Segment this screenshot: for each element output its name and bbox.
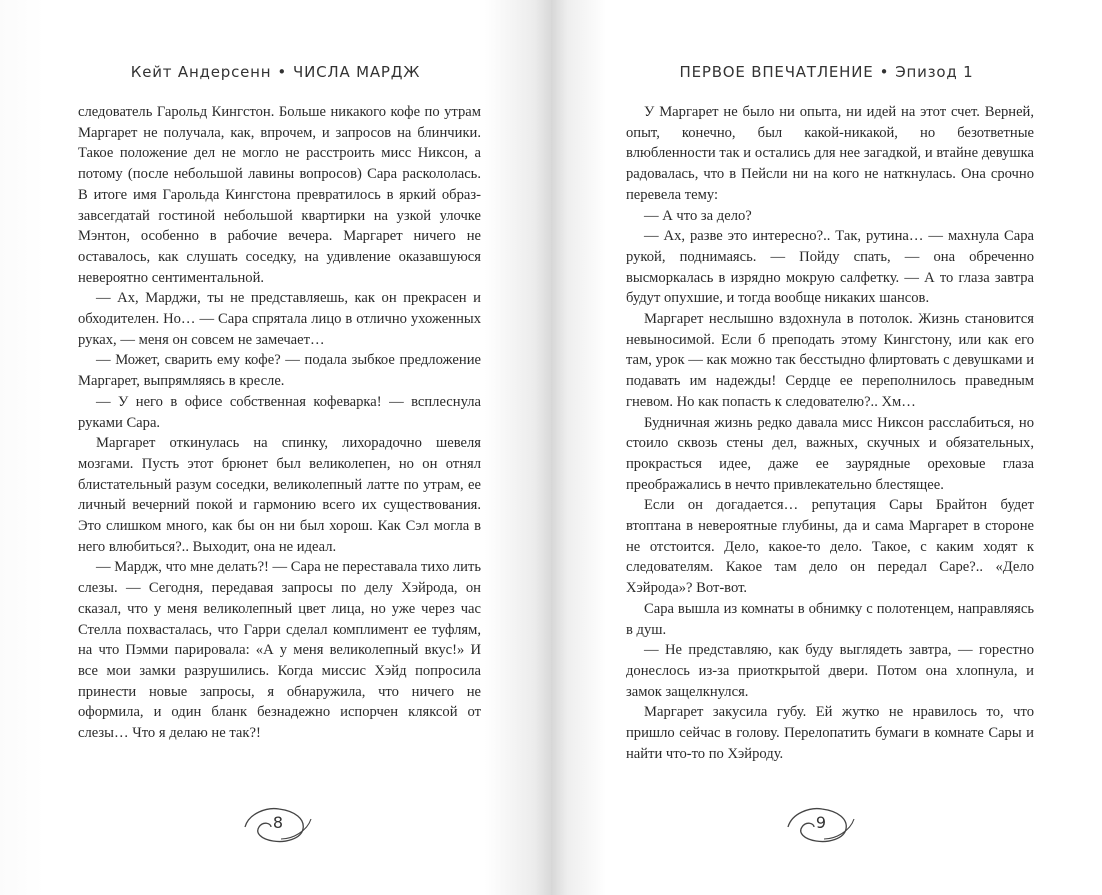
right-page (551, 0, 1102, 895)
header-separator: • (879, 63, 890, 81)
paragraph: Если он догадается… репутация Сары Брайтон будет втоптана в невероятные глубины, да и сама Маргарет в стороне не отстоится. Дело, какое-то дело. Такое, с каким ходят к следователям. Какое там дело он передал Саре?.. «Дело Хэйрода»? Вот-вот. (626, 497, 1034, 597)
paragraph: следователь Гарольд Кингстон. Больше никакого кофе по утрам Маргарет не получала, как, впрочем, и запросов на блинчики. Такое положение дел не могло не расстроить мисс Никсон, а потому (после небольшой лавины вопросов) Сара раскололась. В итоге имя Гарольда Кингстона превратилось в яркий образ-завсегдатай гостиной небольшой квартирки на узкой улочке Мэнтон, особенно в рабочие вечера. Маргарет ничего не оставалось, как слушать соседку, на удивление оказавшуюся невероятно сентиментальной. (78, 104, 481, 286)
header-separator: • (277, 63, 288, 81)
body-text-right (626, 102, 1034, 765)
body-text-left (78, 102, 481, 744)
paragraph: Сара вышла из комнаты в обнимку с полотенцем, направляясь в душ. (626, 600, 1034, 638)
running-header-left (0, 60, 551, 84)
page-number: 9 (815, 813, 827, 832)
paragraph: — Не представляю, как буду выглядеть завтра, — горестно донеслось из-за приоткрытой двери. Потом она хлопнула, и замок защелкнулся. (626, 642, 1034, 700)
paragraph: Маргарет откинулась на спинку, лихорадочно шевеля мозгами. Пусть этот брюнет был великолепен, но он отнял блистательный разум соседки, великолепный латте по утрам, ее личный вечерний покой и гармонию всего их существования. Это слишком много, как бы он ни был хорош. Как Сэл могла в него влюбиться?.. Выходит, она не идеал. (78, 435, 481, 555)
paragraph: — У него в офисе собственная кофеварка! — всплеснула руками Сара. (78, 393, 481, 431)
header-book-title: ЧИСЛА МАРДЖ (293, 63, 421, 81)
paragraph: Будничная жизнь редко давала мисс Никсон расслабиться, но стоило сквозь стены дел, важных, скучных и обязательных, прокрасться идее, даже ее заурядные ореховые глаза преображались в нечто привлекательно блестящее. (626, 414, 1034, 493)
paragraph: — Ах, разве это интересно?.. Так, рутина… — махнула Сара рукой, поднимаясь. — Пойду спать, — она обреченно высморкалась в изрядно мокрую салфетку. — А то глаза завтра будут опухшие, и тогда вообще никаких шансов. (626, 228, 1034, 307)
paragraph: У Маргарет не было ни опыта, ни идей на этот счет. Верней, опыт, конечно, был какой-никакой, но безответные влюбленности так и остались для нее загадкой, и втайне девушка радовалась, что в Пейсли ни на кого не наткнулась. Она срочно перевела тему: (626, 104, 1034, 203)
page-number-ornament-right (784, 801, 858, 845)
paragraph: — Мардж, что мне делать?! — Сара не переставала тихо лить слезы. — Сегодня, передавая запросы по делу Хэйрода, он сказал, что у меня великолепный цвет лица, но уже через час Стелла похвасталась, что Гарри сделал комплимент ее туфлям, на что Пэмми парировала: «А у меня великолепный вкус!» И все мои замки разрушились. Когда миссис Хэйд попросила принести новые запросы, я обнаружила, что ничего не оформила, и один бланк безнадежно испорчен кляксой от слезы… Что я делаю не так?! (78, 559, 482, 742)
running-header-right (551, 60, 1102, 84)
paragraph: — Ах, Марджи, ты не представляешь, как он прекрасен и обходителен. Но… — Сара спрятала лицо в отлично ухоженных руках, — меня он совсем не замечает… (78, 290, 481, 348)
paragraph: — А что за дело? (644, 207, 752, 224)
paragraph: Маргарет неслышно вздохнула в потолок. Жизнь становится невыносимой. Если б преподать этому Кингстону, или как его там, урок — как можно так бесстыдно флиртовать с девушками и подавать им надежды! Сердце ее переполнилось праведным гневом. Но как попасть к следователю?.. Хм… (626, 311, 1034, 410)
paragraph: — Может, сварить ему кофе? — подала зыбкое предложение Маргарет, выпрямляясь в кресле. (78, 352, 481, 390)
header-chapter-title: ПЕРВОЕ ВПЕЧАТЛЕНИЕ (679, 63, 874, 81)
header-author: Кейт Андерсенн (130, 63, 272, 81)
paragraph: Маргарет закусила губу. Ей жутко не нравилось то, что пришло сейчас в голову. Перелопатить бумаги в комнате Сары и найти что-то по Хэйроду. (626, 704, 1034, 762)
header-episode: Эпизод 1 (895, 63, 974, 81)
page-number-ornament-left (241, 801, 315, 845)
page-number: 8 (272, 813, 284, 832)
